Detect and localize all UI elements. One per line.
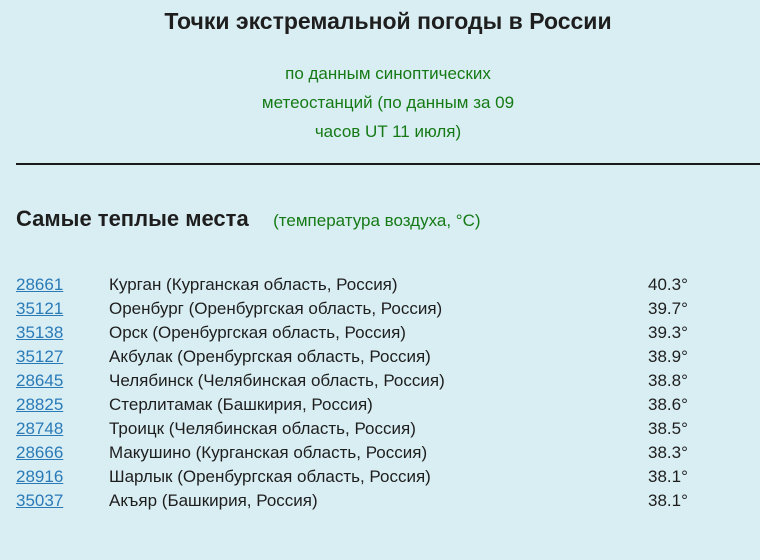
subtitle-line: часов UT 11 июля) bbox=[314, 122, 462, 141]
station-temperature: 38.1° bbox=[648, 491, 688, 510]
station-row bbox=[16, 489, 760, 513]
station-name: Троицк (Челябинская область, Россия) bbox=[109, 419, 416, 438]
station-code-link[interactable]: 35138 bbox=[16, 323, 64, 342]
station-code-link[interactable]: 28748 bbox=[16, 419, 64, 438]
station-row bbox=[16, 465, 760, 489]
station-name: Акъяр (Башкирия, Россия) bbox=[109, 491, 318, 510]
page-subtitle bbox=[0, 59, 760, 146]
station-row bbox=[16, 393, 760, 417]
section-header bbox=[16, 206, 481, 232]
station-code-link[interactable]: 28661 bbox=[16, 275, 64, 294]
station-name: Челябинск (Челябинская область, Россия) bbox=[109, 371, 445, 390]
station-temperature: 38.6° bbox=[648, 395, 688, 414]
horizontal-divider bbox=[16, 163, 760, 165]
station-code-link[interactable]: 35037 bbox=[16, 491, 64, 510]
section-title: Самые теплые места bbox=[16, 206, 249, 231]
station-temperature: 38.3° bbox=[648, 443, 688, 462]
station-row bbox=[16, 321, 760, 345]
station-code-link[interactable]: 28825 bbox=[16, 395, 64, 414]
station-code-link[interactable]: 35127 bbox=[16, 347, 64, 366]
station-name: Макушино (Курганская область, Россия) bbox=[109, 443, 428, 462]
station-row bbox=[16, 297, 760, 321]
station-code-link[interactable]: 28666 bbox=[16, 443, 64, 462]
station-temperature: 39.7° bbox=[648, 299, 688, 318]
station-temperature: 39.3° bbox=[648, 323, 688, 342]
section-note: (температура воздуха, °C) bbox=[273, 211, 481, 230]
station-row bbox=[16, 417, 760, 441]
station-code-link[interactable]: 28645 bbox=[16, 371, 64, 390]
subtitle-line: метеостанций (по данным за 09 bbox=[261, 93, 515, 112]
station-name: Стерлитамак (Башкирия, Россия) bbox=[109, 395, 373, 414]
station-temperature: 38.9° bbox=[648, 347, 688, 366]
station-name: Оренбург (Оренбургская область, Россия) bbox=[109, 299, 443, 318]
station-code-link[interactable]: 35121 bbox=[16, 299, 64, 318]
station-row bbox=[16, 441, 760, 465]
station-name: Орск (Оренбургская область, Россия) bbox=[109, 323, 406, 342]
stations-list bbox=[16, 273, 760, 513]
station-name: Акбулак (Оренбургская область, Россия) bbox=[109, 347, 431, 366]
station-temperature: 38.1° bbox=[648, 467, 688, 486]
station-row bbox=[16, 345, 760, 369]
station-row bbox=[16, 273, 760, 297]
station-name: Шарлык (Оренбургская область, Россия) bbox=[109, 467, 431, 486]
station-code-link[interactable]: 28916 bbox=[16, 467, 64, 486]
page-title: Точки экстремальной погоды в России bbox=[164, 8, 612, 34]
station-name: Курган (Курганская область, Россия) bbox=[109, 275, 398, 294]
subtitle-line: по данным синоптических bbox=[285, 64, 491, 83]
station-row bbox=[16, 369, 760, 393]
station-temperature: 38.8° bbox=[648, 371, 688, 390]
station-temperature: 40.3° bbox=[648, 275, 688, 294]
station-temperature: 38.5° bbox=[648, 419, 688, 438]
